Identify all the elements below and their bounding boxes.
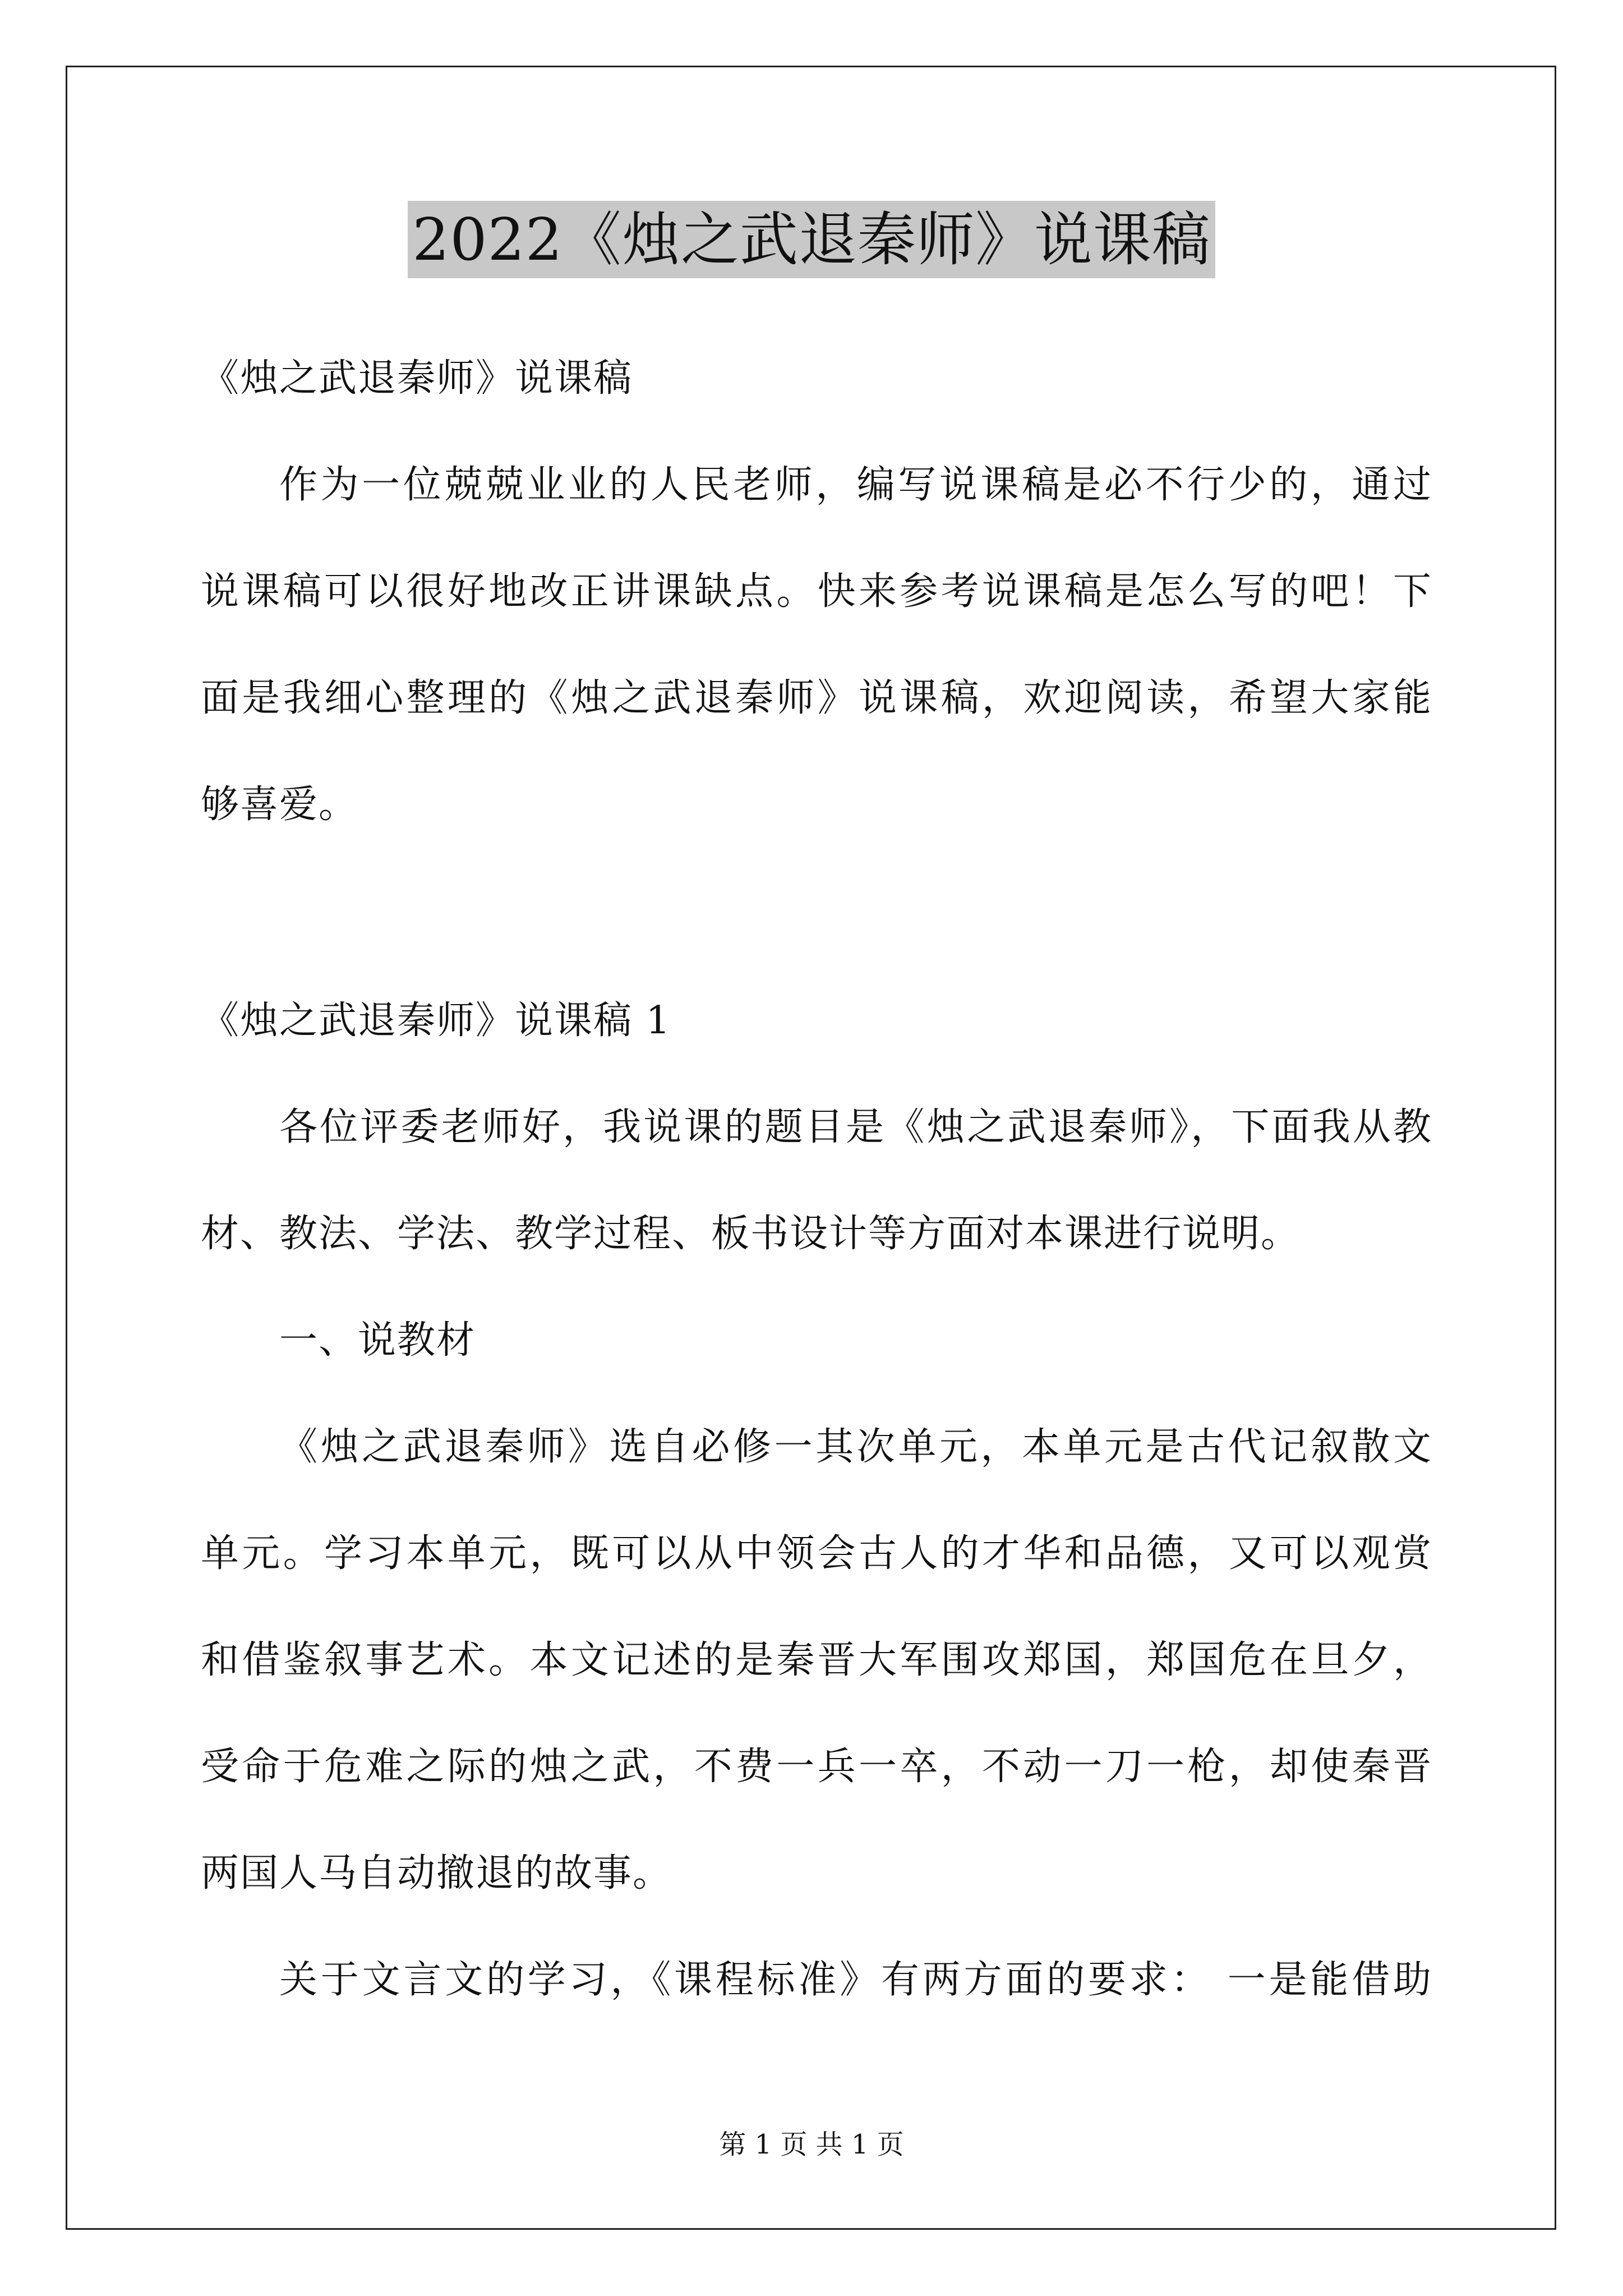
title-container	[0, 201, 1623, 278]
intro-line-2: 说课稿可以很好地改正讲课缺点。快来参考说课稿是怎么写的吧！下	[201, 569, 1432, 614]
body-line-1: 各位评委老师好，我说课的题目是《烛之武退秦师》，下面我从教	[279, 1105, 1432, 1149]
body-line-8: 两国人马自动撤退的故事。	[201, 1851, 672, 1895]
body-line-5: 单元。学习本单元，既可以从中领会古人的才华和品德，又可以观赏	[201, 1531, 1432, 1576]
intro-line-1: 作为一位兢兢业业的人民老师，编写说课稿是必不行少的，通过	[279, 463, 1432, 507]
section-heading: 《烛之武退秦师》说课稿 1	[201, 999, 671, 1043]
intro-line-4: 够喜爱。	[201, 783, 358, 827]
body-line-6: 和借鉴叙事艺术。本文记述的是秦晋大军围攻郑国，郑国危在旦夕，	[201, 1638, 1432, 1682]
body-line-2: 材、教法、学法、教学过程、板书设计等方面对本课进行说明。	[201, 1212, 1301, 1256]
body-line-heading: 一、说教材	[279, 1318, 476, 1363]
intro-line-3: 面是我细心整理的《烛之武退秦师》说课稿，欢迎阅读，希望大家能	[201, 676, 1432, 720]
document-subtitle: 《烛之武退秦师》说课稿	[201, 356, 633, 401]
body-line-9: 关于文言文的学习，《课程标准》有两方面的要求： 一是能借助	[279, 1958, 1432, 2002]
body-line-7: 受命于危难之际的烛之武，不费一兵一卒，不动一刀一枪，却使秦晋	[201, 1745, 1432, 1789]
document-title: 2022《烛之武退秦师》说课稿	[408, 201, 1215, 278]
body-line-4: 《烛之武退秦师》选自必修一其次单元，本单元是古代记叙散文	[279, 1425, 1432, 1469]
page-footer: 第 1 页 共 1 页	[719, 2129, 904, 2160]
